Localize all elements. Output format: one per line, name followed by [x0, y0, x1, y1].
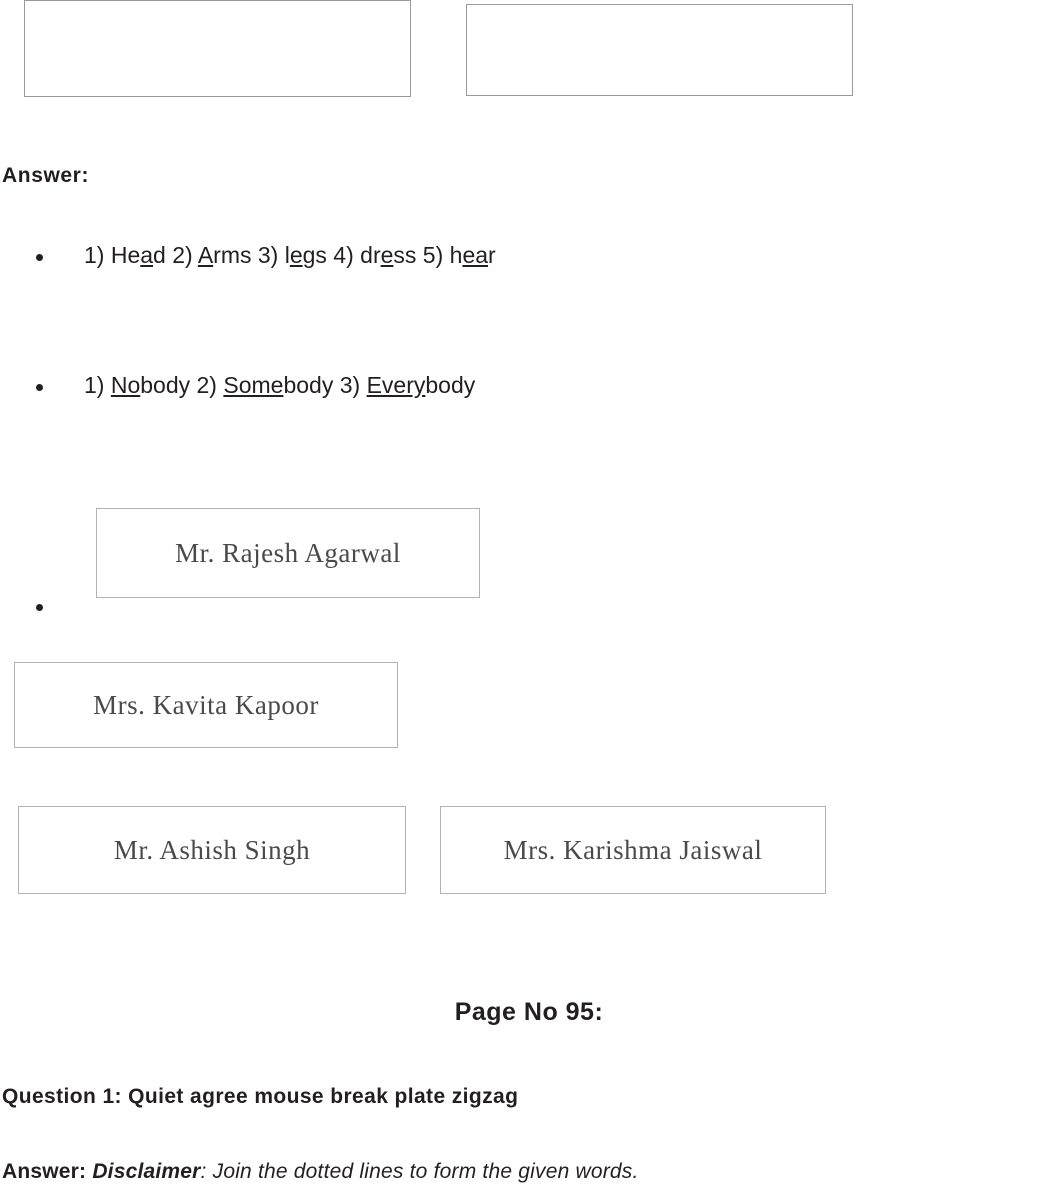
bullet-point-icon [36, 384, 43, 391]
empty-answer-box-2 [466, 4, 853, 96]
list-item-text: 1) Nobody 2) Somebody 3) Everybody [84, 372, 476, 398]
question-text: Question 1: Quiet agree mouse break plate zigzag [2, 1085, 519, 1108]
name-card-karishma: Mrs. Karishma Jaiswal [440, 806, 826, 894]
answer-label: Answer: [2, 1160, 87, 1183]
answer-text [2, 1160, 639, 1184]
empty-answer-box-1 [24, 0, 411, 97]
name-card-kavita: Mrs. Kavita Kapoor [14, 662, 398, 748]
name-card-rajesh: Mr. Rajesh Agarwal [96, 508, 480, 598]
disclaimer-text: : Join the dotted lines to form the given words. [200, 1160, 639, 1183]
list-item-text: 1) Head 2) Arms 3) legs 4) dress 5) hear [84, 242, 496, 268]
bullet-point-icon [36, 254, 43, 261]
disclaimer-label: Disclaimer [92, 1160, 201, 1183]
page-heading: Page No 95: [454, 998, 604, 1026]
empty-answer-boxes [0, 0, 1058, 100]
bullet-point-icon [36, 604, 43, 611]
answer-heading: Answer: [2, 164, 90, 187]
name-card-ashish: Mr. Ashish Singh [18, 806, 406, 894]
